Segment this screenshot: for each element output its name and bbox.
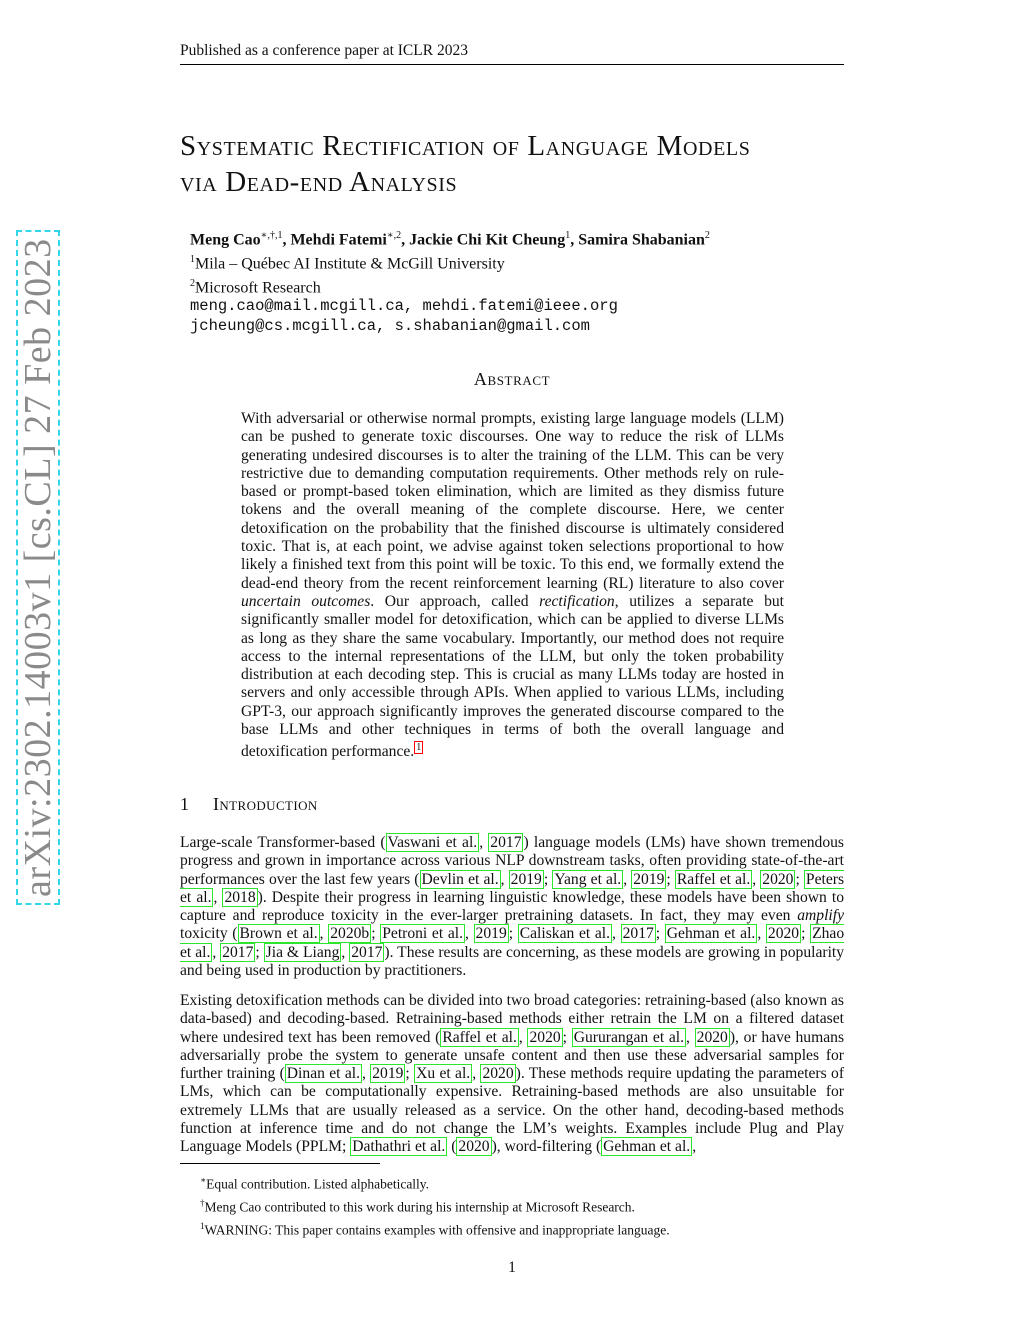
abstract-text-3: , utilizes a separate but significantly smaller model for detoxification, which can be applied to diverse LLMs as long as they share the same vocabulary. Importantly, our method does not require access to the internal representations of the LLM, but only the token probability distribution at each decoding step. This is crucial as many LLMs today are hosted in servers and only accessible through APIs. When applied to various LLMs, including GPT-3, our approach significantly improves the generated discourse compared to the base LLMs and other techniques in terms of both the overall language and detoxification performance.	[241, 592, 784, 761]
citation-link[interactable]: Raffel et al.	[676, 870, 751, 888]
citation-year-link[interactable]: 2019	[372, 1065, 404, 1083]
citation-link[interactable]: Caliskan et al.	[519, 925, 611, 943]
affiliation-1-mark: 1	[190, 253, 195, 265]
affiliation-1	[190, 250, 830, 274]
author-block	[190, 226, 830, 336]
citation-year-link[interactable]: 2019	[475, 925, 507, 943]
body-text: ). Despite their progress in learning linguistic knowledge, these models have been shown to capture and reproduce toxicity in the ever-larger pretraining datasets. In fact, they may even	[180, 888, 844, 925]
section-number: 1	[180, 794, 190, 814]
intro-paragraph-1: Large-scale Transformer-based ( Vaswani et al. , 2017 ) language models (LMs) have shown tremendous progress and grown in importance across various NLP downstream tasks, often providing state-of-the-art performances over the last few years ( Devlin et al. , 2019 ; Yang et al. , 2019 ; Raffel et al. , 2020 ; Peters et al. , 2018 ). Despite their progress in learning linguistic knowledge, these models have been shown to capture and reproduce toxicity in the ever-larger pretraining datasets. In fact, they may even amplify toxicity ( Brown et al. , 2020b ; Petroni et al. , 2019 ; Caliskan et al. , 2017 ; Gehman et al. , 2020 ; Zhao et al. , 2017 ; Jia & Liang , 2017 ). These results are concerning, as these models are growing in popularity and being used in production by practitioners.	[180, 834, 845, 980]
section-title: Introduction	[213, 794, 318, 814]
citation-year-link[interactable]: 2019	[510, 870, 542, 888]
title-line-2: via Dead-end Analysis	[180, 166, 458, 198]
citation-year-link[interactable]: 2018	[224, 888, 256, 906]
author-3-affil: 1	[565, 230, 571, 241]
body-text: ). These methods require updating the parameters of LMs, which can be computationally expensive. Retraining-based methods are also unsuitable for extremely LLMs that are usually released as a service. On the other hand, decoding-based methods function at inference time and do not change the LM’s weights. Examples include Plug and Play Language Models (PPLM;	[180, 1065, 845, 1156]
abstract-text-2: . Our approach, called	[370, 592, 540, 610]
emphasis-amplify: amplify	[797, 907, 844, 925]
emails-line-2: jcheung@cs.mcgill.ca, s.shabanian@gmail.com	[190, 316, 590, 335]
citation-year-link[interactable]: 2019	[633, 870, 665, 888]
footnotes	[200, 1171, 840, 1240]
citation-year-link[interactable]: 2020	[482, 1065, 514, 1083]
author-samira-shabanian: , Samira Shabanian	[570, 231, 705, 249]
section-heading-introduction	[180, 794, 318, 815]
author-names	[190, 226, 830, 250]
citation-link[interactable]: Gehman et al.	[666, 925, 756, 943]
author-meng-cao: Meng Cao	[190, 231, 261, 249]
citation-link[interactable]: Dinan et al.	[286, 1065, 360, 1083]
abstract-heading: Abstract	[473, 369, 551, 389]
footnote-text: Meng Cao contributed to this work during his internship at Microsoft Research.	[204, 1199, 635, 1215]
affiliation-2-mark: 2	[190, 277, 195, 289]
arxiv-stamp[interactable]: arXiv:2302.14003v1 [cs.CL] 27 Feb 2023	[16, 230, 60, 905]
citation-link[interactable]: Raffel et al.	[442, 1028, 517, 1046]
running-header: Published as a conference paper at ICLR 2023	[180, 42, 844, 65]
citation-link[interactable]: Dathathri et al.	[352, 1138, 446, 1156]
affiliation-2-text: Microsoft Research	[195, 278, 321, 296]
footnote-mark: †	[200, 1198, 205, 1208]
citation-year-link[interactable]: 2020	[458, 1138, 490, 1156]
footnote-internship	[200, 1194, 840, 1217]
citation-year-link[interactable]: 2020	[767, 925, 800, 943]
citation-link[interactable]: Zhao et al.	[180, 925, 845, 961]
footnote-text: Equal contribution. Listed alphabetically.	[206, 1176, 430, 1192]
citation-link[interactable]: Peters et al.	[180, 870, 845, 906]
citation-year-link[interactable]: 2020	[762, 870, 794, 888]
footnote-divider	[180, 1163, 380, 1164]
citation-link[interactable]: Devlin et al.	[421, 870, 499, 888]
body-text: ). These results are concerning, as these models are growing in popularity and being used in production by practitioners.	[180, 943, 845, 980]
citation-year-link[interactable]: 2020	[529, 1028, 561, 1046]
body-text: ), or have humans adversarially probe the system to generate unsafe content and then use these adversarial samples for further training (	[180, 1028, 845, 1083]
abstract-text-1: With adversarial or otherwise normal prompts, existing large language models (LLM) can be pushed to generate toxic discourses. One way to reduce the risk of LLMs generating undesired discourses is to alter the training of the LLM. This can be very restrictive due to demanding computation requirements. Other methods rely on rule-based or prompt-based token elimination, which are limited as they dismiss future tokens and the overall meaning of the complete discourse. Here, we center detoxification on the probability that the finished discourse is ultimately considered toxic. That is, at each point, we advise against token selections proportional to how likely a finished text from this point will be toxic. To this end, we formally extend the dead-end theory from the recent reinforcement learning (RL) literature to also cover	[241, 410, 784, 592]
citation-link[interactable]: Gururangan et al.	[573, 1028, 685, 1046]
footnote-link-1[interactable]: 1	[416, 742, 422, 754]
citation-link[interactable]: Yang et al.	[554, 870, 622, 888]
citation-link[interactable]: Xu et al.	[416, 1065, 471, 1083]
footnote-warning	[200, 1217, 840, 1240]
footnote-mark: 1	[200, 1221, 205, 1231]
citation-link[interactable]: Brown et al.	[239, 925, 318, 943]
citation-link[interactable]: Petroni et al.	[382, 925, 463, 943]
abstract-emphasis-uncertain: uncertain outcomes	[241, 592, 371, 610]
intro-paragraph-2: Existing detoxification methods can be divided into two broad categories: retraining-based (also known as data-based) and decoding-based. Retraining-based methods either retrain the LM on a filtered dataset where undesired text has been removed ( Raffel et al. , 2020 ; Gururangan et al. , 2020 ), or have humans adversarially probe the system to generate unsafe content and then use these adversarial samples for further training ( Dinan et al. , 2019 ; Xu et al. , 2020 ). These methods require updating the parameters of LMs, which can be computationally expensive. Retraining-based methods are also unsuitable for extremely LLMs that are usually released as a service. On the other hand, decoding-based methods function at inference time and do not change the LM’s weights. Examples include Plug and Play Language Models (PPLM; Dathathri et al. ( 2020 ), word-filtering ( Gehman et al. ,	[180, 992, 845, 1156]
body-text: Existing detoxification methods can be divided into two broad categories: retraining-based (also known as data-based) and decoding-based. Retraining-based methods either retrain the LM on a filtered dataset where undesired text has been removed (	[180, 992, 844, 1046]
citation-year-link[interactable]: 2020	[696, 1028, 728, 1046]
author-2-affil: ∗,2	[386, 230, 402, 241]
page-number: 1	[508, 1259, 516, 1276]
citation-year-link[interactable]: 2017	[222, 943, 254, 961]
citation-link[interactable]: Jia & Liang	[265, 943, 340, 961]
body-text: toxicity (	[180, 925, 238, 943]
emails-line-1: meng.cao@mail.mcgill.ca, mehdi.fatemi@ieee.org	[190, 297, 618, 316]
body-text: ) language models (LMs) have shown tremendous progress and grown in importance across various NLP downstream tasks, often providing state-of-the-art performances over the last few years (	[180, 834, 844, 888]
footnote-mark: ∗	[200, 1175, 207, 1185]
title-line-1: Systematic Rectification of Language Models	[180, 130, 751, 162]
body-text: ), word-filtering (	[491, 1138, 602, 1156]
author-jackie-cheung: , Jackie Chi Kit Cheung	[401, 231, 566, 249]
citation-year-link[interactable]: 2017	[490, 834, 522, 851]
body-text: Large-scale Transformer-based (	[180, 834, 386, 851]
abstract-body	[241, 410, 784, 762]
citation-year-link[interactable]: 2020b	[330, 925, 370, 943]
citation-year-link[interactable]: 2017	[351, 943, 383, 961]
citation-year-link[interactable]: 2017	[622, 925, 654, 943]
footnote-equal-contribution	[200, 1171, 840, 1194]
paper-title	[180, 128, 850, 200]
body-text: ,	[692, 1138, 697, 1156]
citation-link[interactable]: Gehman et al.	[603, 1138, 691, 1156]
citation-link[interactable]: Vaswani et al.	[387, 834, 478, 851]
footnote-text: WARNING: This paper contains examples with offensive and inappropriate language.	[204, 1222, 670, 1238]
author-1-affil: ∗,†,1	[260, 230, 283, 241]
affiliation-2	[190, 274, 830, 298]
author-mehdi-fatemi: , Mehdi Fatemi	[282, 231, 387, 249]
abstract-emphasis-rectification: rectification	[539, 592, 615, 610]
author-4-affil: 2	[704, 230, 710, 241]
affiliation-1-text: Mila – Québec AI Institute & McGill University	[195, 255, 505, 273]
